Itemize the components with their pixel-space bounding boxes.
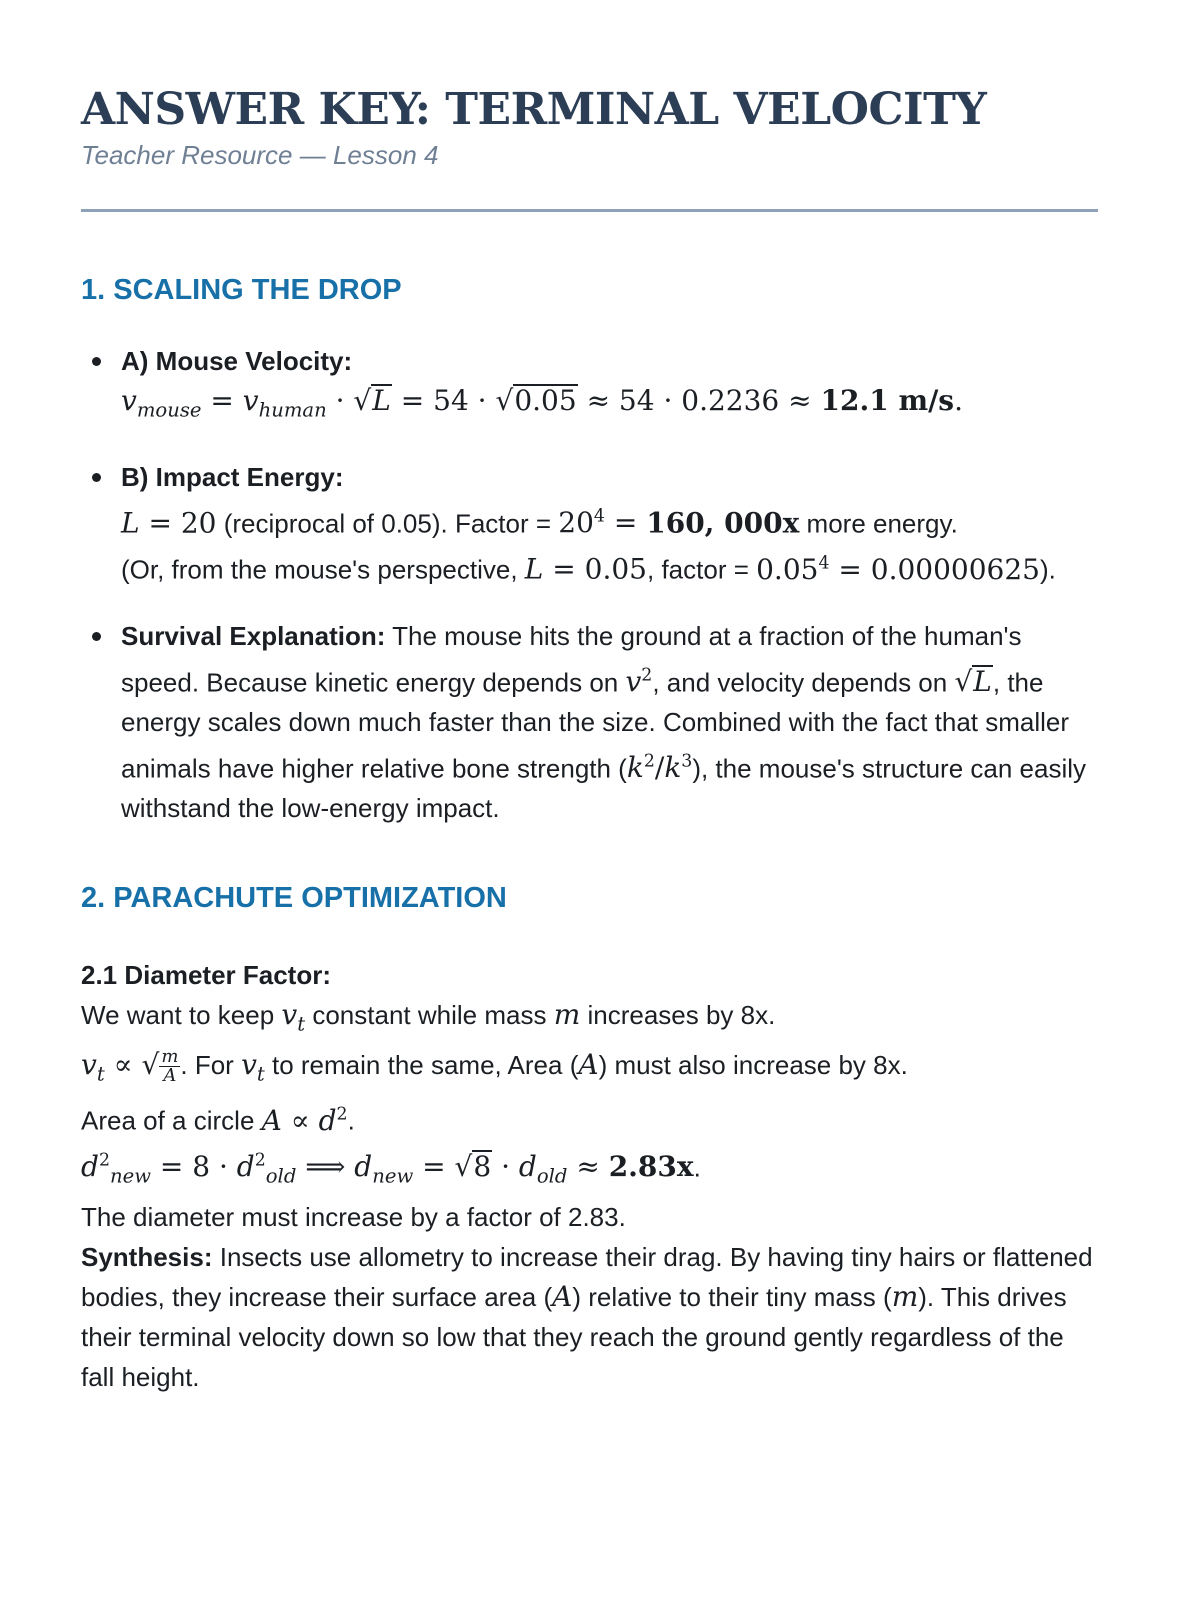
impact-energy-result: 160, 000x (646, 506, 800, 540)
section-2-body (81, 955, 1098, 1396)
mouse-velocity-equation: $v_{mouse} = v_{human} \cdot √L = 54 \cdot √0.05 \approx 54 \cdot 0.2236 \approx 12.1$ m/s. (121, 384, 963, 422)
header-divider (81, 209, 1098, 212)
mouse-velocity-label: A) Mouse Velocity: (121, 346, 353, 377)
section-2-heading: 2. PARACHUTE OPTIMIZATION (81, 882, 507, 915)
body-line-2: $v_t$ ∝ √ $\frac{m}{A}$ . For $v_t$ to remain the same, Area (A) must also increase by 8x. (81, 1045, 908, 1086)
diameter-result: 2.83x (608, 1150, 694, 1184)
body-line-3: Area of a circle $A \propto d^2$. (81, 1103, 355, 1137)
section-1-heading: 1. SCALING THE DROP (81, 274, 402, 307)
bullet (92, 357, 101, 366)
list-item-mouse-velocity (81, 341, 1098, 431)
impact-energy-label: B) Impact Energy: (121, 461, 344, 492)
bullet (92, 473, 101, 482)
body-line-4: $d^2_{new} = 8 \cdot d^2_{old}$ ⟹ $d_{new} = √8 \cdot d_{old} \approx 2.83x$. (81, 1150, 701, 1188)
list-item-impact-energy: B) Impact Energy: L = 20 (reciprocal of 0.05). Factor = $20^4 = 160$, 000x more energy. (Or, from the mouse's perspective, L = 0.05, factor = $0.05^4 = 0.00000625$). (81, 457, 1098, 590)
document-title: ANSWER KEY: TERMINAL VELOCITY (81, 84, 987, 135)
document-subtitle: Teacher Resource — Lesson 4 (81, 140, 439, 171)
impact-energy-alt-text: (Or, from the mouse's perspective, (121, 554, 525, 585)
bullet (92, 632, 101, 641)
survival-explanation-label: Survival Explanation: (121, 620, 386, 651)
section-1-list (81, 341, 1098, 828)
impact-energy-text: (reciprocal of 0.05). Factor = (223, 508, 559, 539)
synthesis-paragraph: Synthesis: Insects use allometry to increase their drag. By having tiny hairs or flattened bodies, they increase their surface area (A) relative to their tiny mass (m). This drives their terminal velocity down so low that they reach the ground gently regardless of the fall height. (81, 1241, 1093, 1392)
diameter-conclusion: The diameter must increase by a factor of 2.83. (81, 1201, 626, 1232)
body-line-1: We want to keep $v_t$ constant while mass m increases by 8x. (81, 998, 776, 1036)
list-item-survival-explanation: Survival Explanation: The mouse hits the ground at a fraction of the human's speed. Because kinetic energy depends on $v^2$, and velocity depends on √L, the energy scales down much faster than the size. Combined with the fact that smaller animals have higher relative bone strength $(k^2/k^3)$, the mouse's structure can easily withstand the low-energy impact. (81, 616, 1098, 829)
mouse-velocity-result: 12.1 m/s (820, 384, 955, 418)
synthesis-label: Synthesis: (81, 1241, 213, 1272)
diameter-factor-label: 2.1 Diameter Factor: (81, 960, 331, 991)
